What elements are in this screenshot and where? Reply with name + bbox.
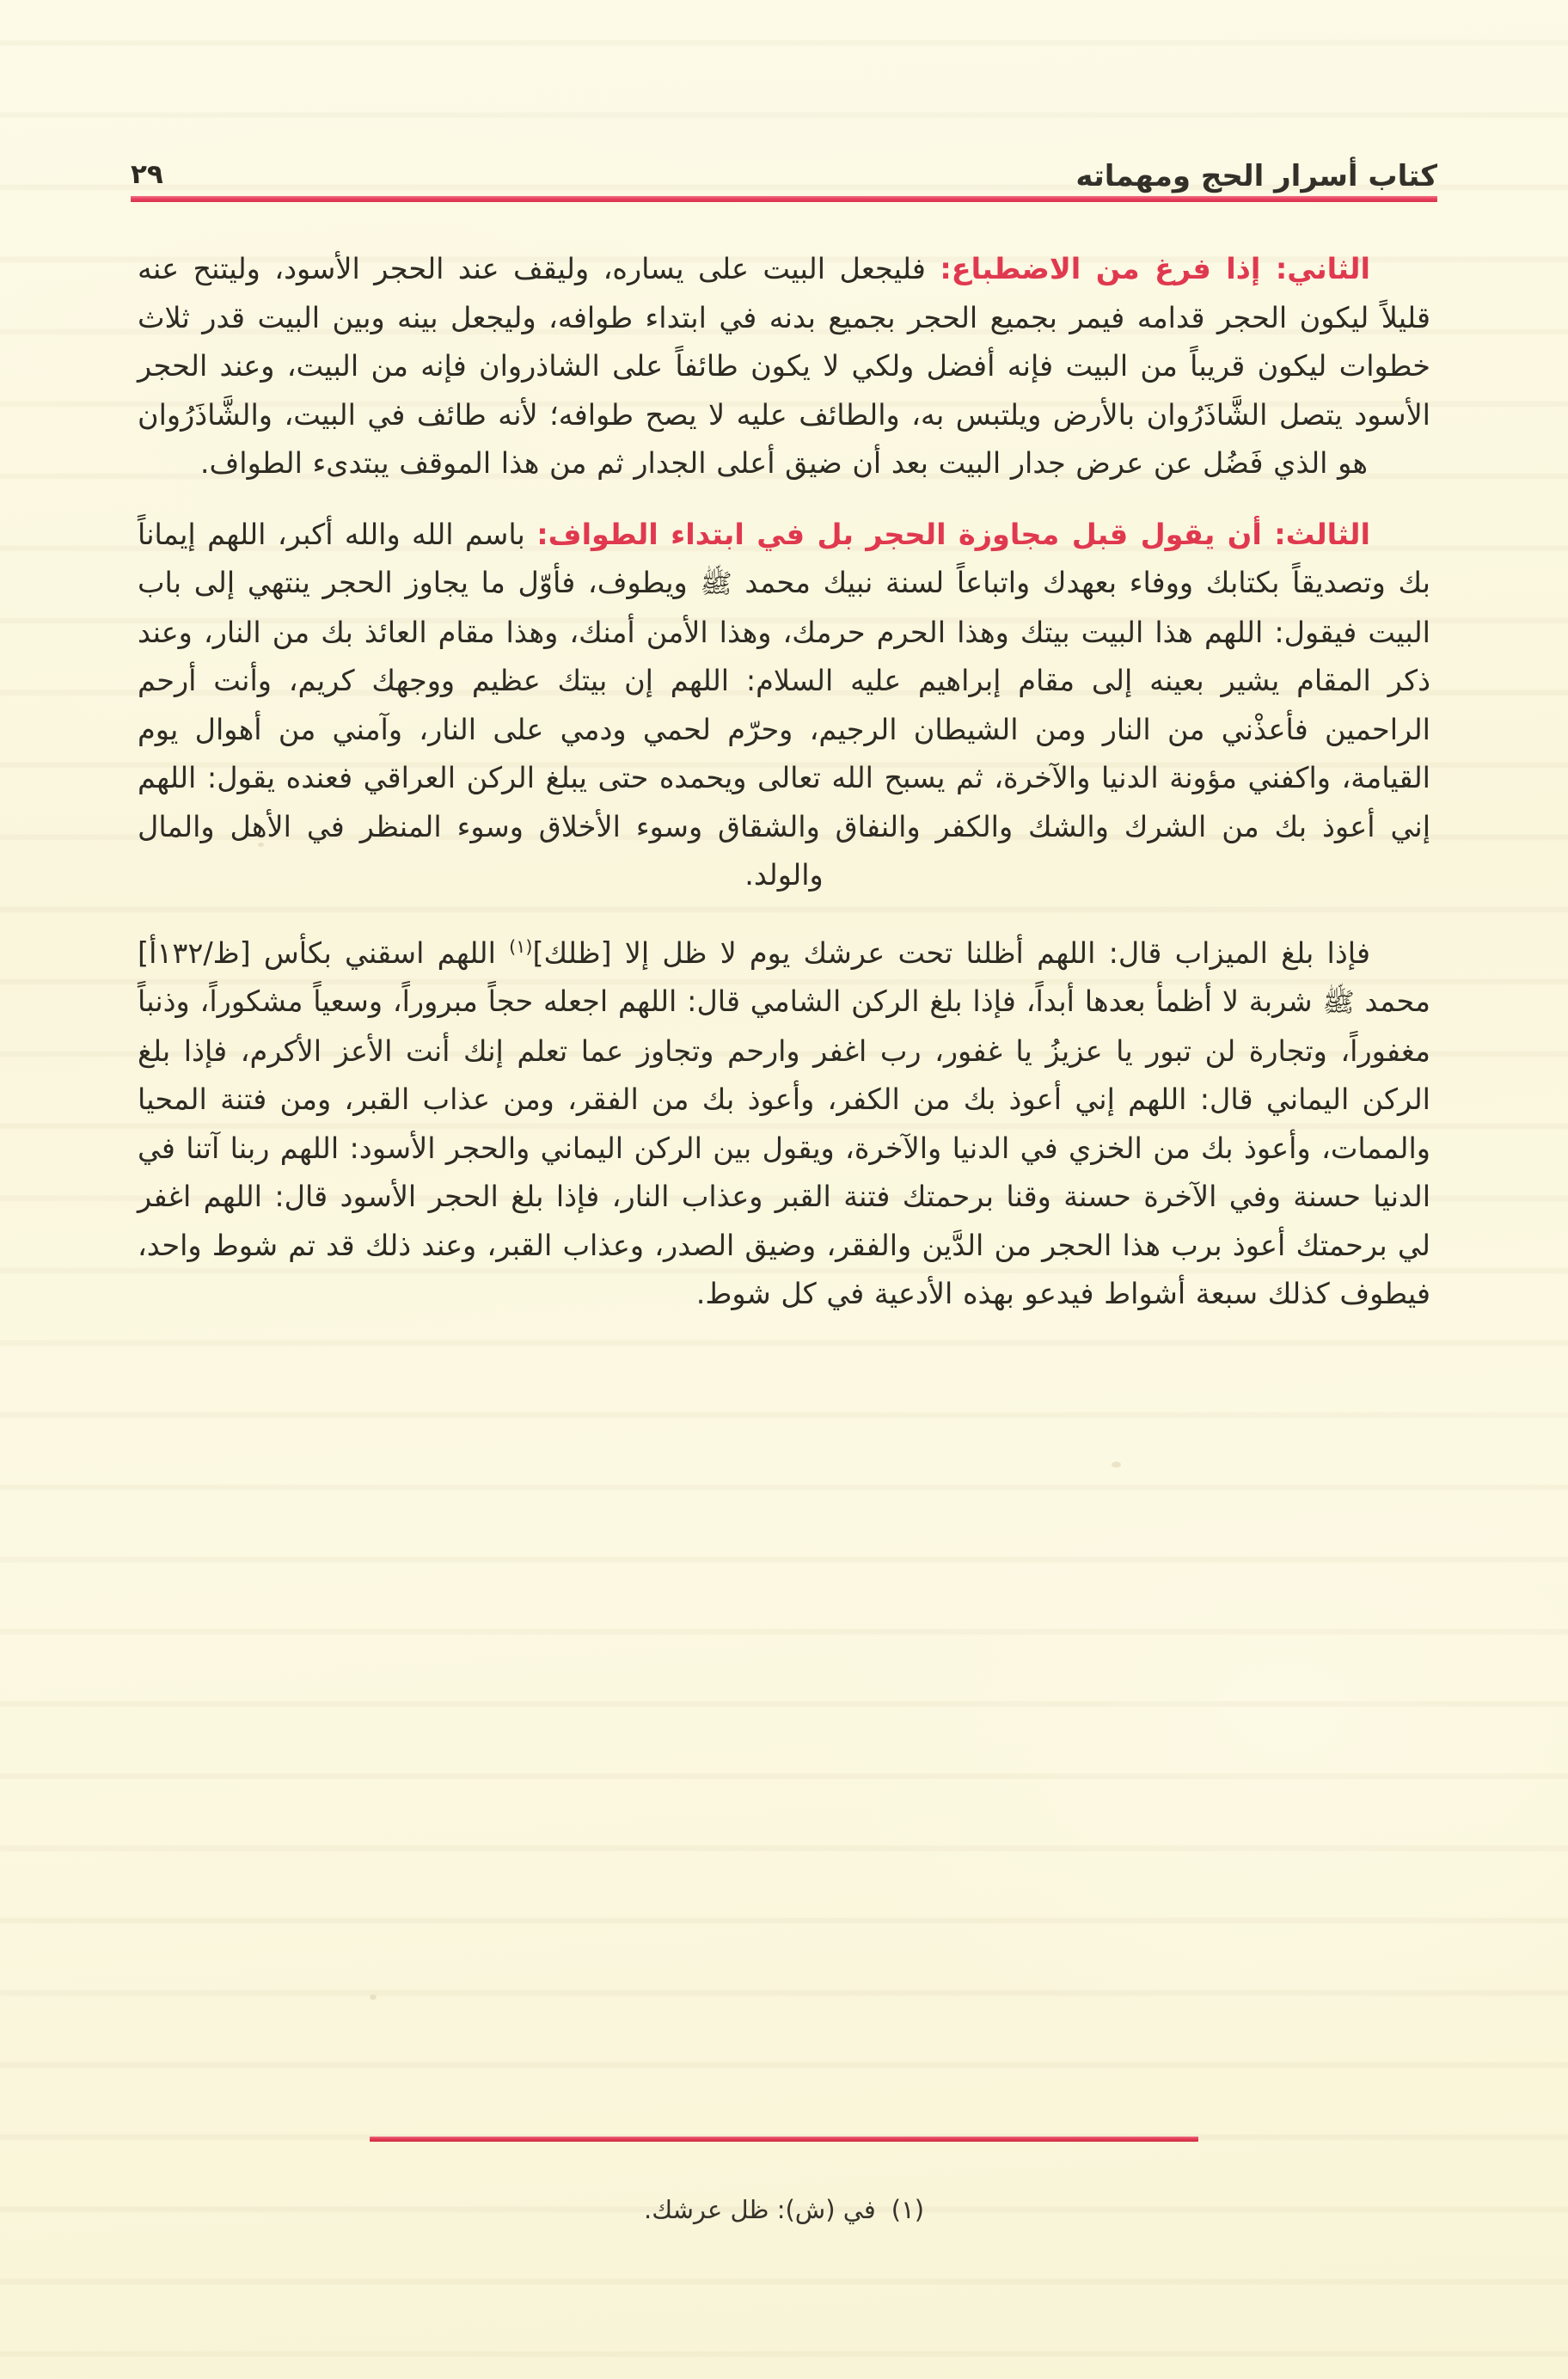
- paragraph-mizab-body-part-4: شربة لا أظمأ بعدها أبداً، فإذا بلغ الركن الشامي قال: اللهم اجعله حجاً مبروراً، وسعياً مشكوراً، وذنباً مغفوراً، وتجارة لن تبور يا عزيزُ يا غفور، رب اغفر وارحم وتجاوز عما تعلم إنك أنت الأعز الأكرم، فإذا بلغ الركن اليماني قال: اللهم إني أعوذ بك من الكفر، وأعوذ بك من الفقر، ومن عذاب القبر، ومن فتنة المحيا والممات، وأعوذ بك من الخزي في الدنيا والآخرة، ويقول بين الركن اليماني والحجر الأسود: اللهم ربنا آتنا في الدنيا حسنة وفي الآخرة حسنة وقنا برحمتك فتنة القبر وعذاب النار، فإذا بلغ الحجر الأسود قال: اللهم اغفر لي برحمتك أعوذ برب هذا الحجر من الدَّين والفقر، وضيق الصدر، وعذاب القبر، وعند ذلك قد تم شوط واحد، فيطوف كذلك سبعة أشواط فيدعو بهذه الأدعية في كل شوط.: [138, 984, 1430, 1311]
- footnote-area: [138, 2188, 1430, 2231]
- page-number: ٢٩: [131, 159, 163, 190]
- paper-speck: [1112, 1462, 1121, 1468]
- footnote-number: (١): [891, 2195, 925, 2224]
- footnote-item: [644, 2188, 924, 2231]
- folio-marker: [ظ/١٣٢أ]: [138, 935, 251, 970]
- paragraph-mizab-body-part-1: فإذا بلغ الميزاب قال: اللهم أظلنا تحت عرشك يوم لا ظل إلا [ظلك]: [532, 935, 1370, 970]
- header-rule-divider: [131, 196, 1437, 202]
- section-heading-third: الثالث: أن يقول قبل مجاوزة الحجر بل في ابتداء الطواف:: [536, 517, 1370, 551]
- paragraph-mizab-body-part-2: اللهم اسقني بكأس: [250, 935, 510, 970]
- body-text-column: [138, 245, 1430, 1341]
- paragraph-mizab: [138, 923, 1430, 1319]
- paragraph-second-body: فليجعل البيت على يساره، وليقف عند الحجر الأسود، وليتنح عنه قليلاً ليكون الحجر قدامه فيمر بجميع الحجر بجميع بدنه في ابتداء طوافه، وليجعل بينه وبين البيت قدر ثلاث خطوات ليكون قريباً من البيت فإنه أفضل ولكي لا يكون طائفاً على الشاذروان فإنه من البيت، وعند الحجر الأسود يتصل الشَّاذَرُوان بالأرض ويلتبس به، والطائف عليه لا يصح طوافه؛ لأنه طائف في البيت، والشَّاذَرُوان هو الذي فَضُل عن عرض جدار البيت بعد أن ضيق أعلى الجدار ثم من هذا الموقف يبتدىء الطواف.: [138, 252, 1430, 480]
- paragraph-mizab-body-part-3: محمد: [1354, 984, 1430, 1019]
- prophet-salutation-glyph: ﷺ: [1322, 987, 1355, 1019]
- footnote-reference-marker[interactable]: (١): [509, 935, 533, 957]
- paragraph-second: [138, 245, 1430, 488]
- section-heading-second: الثاني: إذا فرغ من الاضطباع:: [940, 252, 1370, 285]
- paragraph-third: [138, 511, 1430, 900]
- paragraph-third-body-part-1: باسم الله والله أكبر، اللهم إيماناً بك وتصديقاً بكتابك ووفاء بعهدك واتباعاً لسنة نبيك محمد: [138, 517, 1430, 599]
- footnote-text: في (ش): ظل عرشك.: [643, 2195, 876, 2224]
- page-header: [131, 112, 1437, 193]
- paragraph-third-body-part-2: ويطوف، فأوّل ما يجاوز الحجر ينتهي إلى باب البيت فيقول: اللهم هذا البيت بيتك وهذا الحرم حرمك، وهذا الأمن أمنك، وهذا مقام العائذ بك من النار، وعند ذكر المقام يشير بعينه إلى مقام إبراهيم عليه السلام: اللهم إن بيتك عظيم ووجهك كريم، وأنت أرحم الراحمين فأعذْني من النار ومن الشيطان الرجيم، وحرّم لحمي ودمي على النار، وآمني من أهوال يوم القيامة، واكفني مؤونة الدنيا والآخرة، ثم يسبح الله تعالى ويحمده حتى يبلغ الركن العراقي فعنده يقول: اللهم إني أعوذ بك من الشرك والشك والكفر والنفاق والشقاق وسوء الأخلاق وسوء المنظر في الأهل والمال والولد.: [138, 566, 1430, 892]
- paper-speck: [370, 1995, 377, 2000]
- prophet-salutation-glyph: ﷺ: [700, 568, 732, 599]
- running-title: كتاب أسرار الحج ومهماته: [1075, 159, 1437, 193]
- footnote-rule-divider: [370, 2137, 1198, 2142]
